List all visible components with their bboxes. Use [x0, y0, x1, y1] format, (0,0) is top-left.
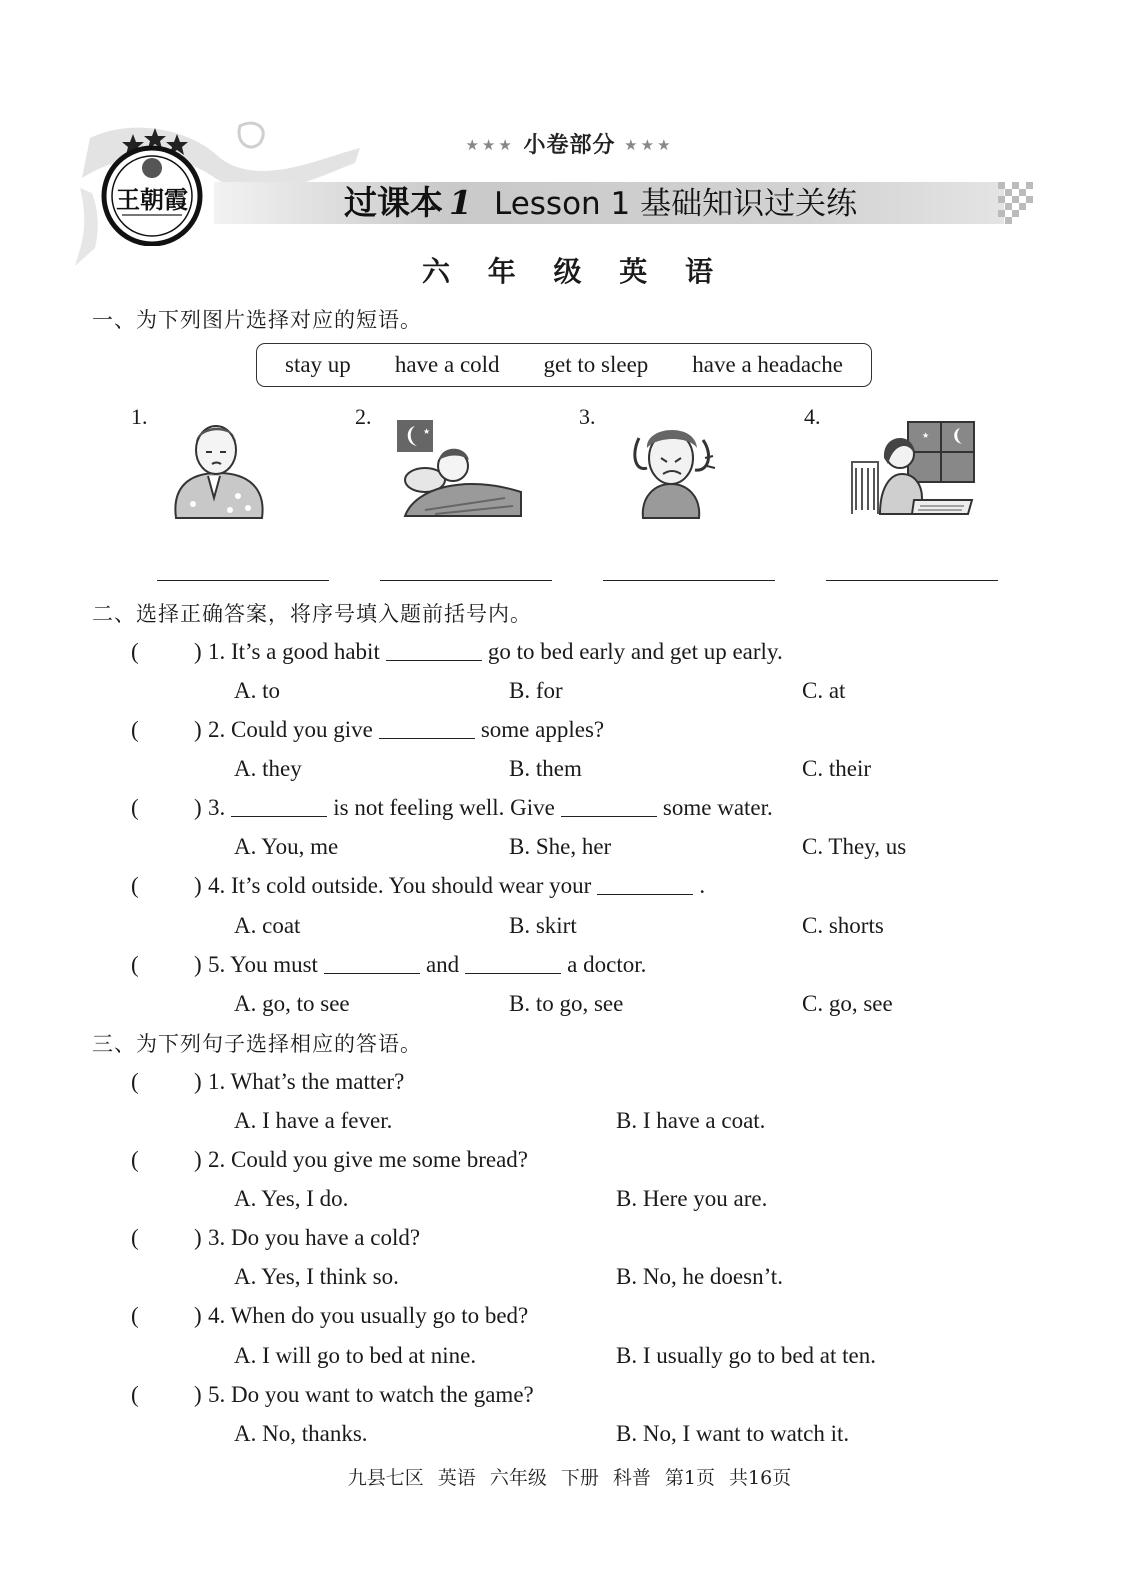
bracket-close: ) [194, 1069, 202, 1094]
question-part: When do you usually go to bed? [230, 1303, 529, 1328]
question-part: a doctor. [567, 952, 647, 977]
question-number: 5. [208, 1382, 226, 1407]
picture-number: 2. [355, 404, 372, 429]
question-part: Could you give me some bread? [231, 1147, 529, 1172]
option-a: A. they [234, 756, 302, 781]
title-number: 1 [449, 183, 472, 222]
question-text [208, 1144, 528, 1176]
option-c: C. at [802, 678, 846, 703]
option-b: B. She, her [509, 834, 612, 859]
answer-bracket[interactable]: ( [131, 1382, 139, 1407]
title-lesson: Lesson 1 基础知识过关练 [493, 186, 858, 222]
answer-bracket[interactable]: ( [131, 873, 139, 898]
picture-number: 1. [131, 404, 148, 429]
option-b: B. I usually go to bed at ten. [616, 1343, 876, 1368]
option-b: B. I have a coat. [616, 1108, 766, 1133]
question-part: What’s the matter? [230, 1069, 405, 1094]
stars-left-icon: ★★★ [465, 136, 515, 154]
checker-pattern-icon [998, 182, 1038, 224]
question-text [208, 949, 646, 981]
bracket-close: ) [194, 1303, 202, 1328]
question-text [208, 792, 773, 824]
option-c: C. go, see [802, 991, 893, 1016]
answer-line[interactable] [603, 580, 775, 581]
option-b: B. to go, see [509, 991, 624, 1016]
blank[interactable] [465, 951, 561, 974]
option-a: A. go, to see [234, 991, 350, 1016]
answer-bracket[interactable]: ( [131, 795, 139, 820]
blank[interactable] [231, 794, 327, 817]
section3-heading: 三、为下列句子选择相应的答语。 [92, 1032, 422, 1056]
question-part: Do you have a cold? [231, 1225, 421, 1250]
question-part: is not feeling well. Give [333, 795, 555, 820]
bracket-close: ) [194, 952, 202, 977]
question-part: and [425, 952, 460, 977]
answer-bracket[interactable]: ( [131, 1303, 139, 1328]
answer-bracket[interactable]: ( [131, 1069, 139, 1094]
question-part: It’s cold outside. You should wear your [231, 873, 592, 898]
phrase-item: stay up [285, 352, 351, 377]
option-b: B. No, he doesn’t. [616, 1264, 783, 1289]
option-b: B. No, I want to watch it. [616, 1421, 850, 1446]
question-text [208, 1300, 528, 1332]
answer-bracket[interactable]: ( [131, 952, 139, 977]
answer-bracket[interactable]: ( [131, 1225, 139, 1250]
option-a: A. You, me [234, 834, 339, 859]
option-b: B. them [509, 756, 582, 781]
picture-number: 3. [579, 404, 596, 429]
word-bank [256, 343, 872, 387]
answer-bracket[interactable]: ( [131, 1147, 139, 1172]
sick-person-icon [168, 418, 268, 524]
question-number: 1. [208, 639, 226, 664]
phrase-item: get to sleep [543, 352, 649, 377]
option-a: A. Yes, I think so. [234, 1264, 399, 1289]
bracket-close: ) [194, 1147, 202, 1172]
question-number: 2. [208, 1147, 226, 1172]
option-c: C. shorts [802, 913, 884, 938]
bracket-close: ) [194, 639, 202, 664]
question-number: 1. [208, 1069, 226, 1094]
question-number: 2. [208, 717, 226, 742]
question-number: 4. [208, 873, 226, 898]
option-a: A. coat [234, 913, 301, 938]
question-text [208, 1379, 534, 1411]
question-part: go to bed early and get up early. [487, 639, 783, 664]
bracket-close: ) [194, 717, 202, 742]
question-text [208, 714, 604, 746]
phrase-item: have a cold [394, 352, 500, 377]
option-b: B. Here you are. [616, 1186, 768, 1211]
option-a: A. to [234, 678, 280, 703]
question-part: It’s a good habit [231, 639, 380, 664]
blank[interactable] [597, 872, 693, 895]
option-a: A. Yes, I do. [234, 1186, 349, 1211]
question-part: Do you want to watch the game? [231, 1382, 534, 1407]
question-number: 3. [208, 795, 226, 820]
question-part: some water. [662, 795, 773, 820]
question-part: Could you give [231, 717, 373, 742]
section2-heading: 二、选择正确答案，将序号填入题前括号内。 [92, 602, 532, 626]
section1-heading: 一、为下列图片选择对应的短语。 [92, 308, 422, 332]
series-text: 小卷部分 [523, 133, 616, 158]
bracket-close: ) [194, 1225, 202, 1250]
blank[interactable] [379, 716, 475, 739]
blank[interactable] [324, 951, 420, 974]
option-a: A. I have a fever. [234, 1108, 393, 1133]
question-number: 4. [208, 1303, 226, 1328]
answer-line[interactable] [380, 580, 552, 581]
bracket-close: ) [194, 795, 202, 820]
question-number: 3. [208, 1225, 226, 1250]
page-title [344, 180, 857, 226]
picture-number: 4. [804, 404, 821, 429]
series-label [0, 128, 1139, 159]
svg-text:★: ★ [922, 431, 930, 440]
question-number: 5. [208, 952, 226, 977]
headache-person-icon [625, 418, 717, 520]
option-c: C. They, us [802, 834, 907, 859]
answer-line[interactable] [157, 580, 329, 581]
title-main: 过课本 [344, 183, 443, 222]
option-a: A. No, thanks. [234, 1421, 368, 1446]
option-b: B. for [509, 678, 563, 703]
bracket-close: ) [194, 873, 202, 898]
answer-line[interactable] [826, 580, 998, 581]
question-part: . [699, 873, 706, 898]
blank[interactable] [386, 638, 482, 661]
question-text [208, 870, 705, 902]
phrase-item: have a headache [692, 352, 843, 377]
blank[interactable] [561, 794, 657, 817]
question-text [208, 1066, 404, 1098]
answer-bracket[interactable]: ( [131, 639, 139, 664]
girl-staying-up-icon [848, 418, 978, 518]
answer-bracket[interactable]: ( [131, 717, 139, 742]
sleeping-child-icon [395, 418, 525, 518]
question-text [208, 636, 783, 668]
question-part: some apples? [480, 717, 605, 742]
svg-text:王朝霞: 王朝霞 [116, 185, 188, 214]
svg-text:★: ★ [423, 427, 431, 436]
page-subtitle: 六 年 级 英 语 [422, 255, 727, 288]
stars-right-icon: ★★★ [624, 136, 674, 154]
page-footer: 九县七区 英语 六年级 下册 科普 第1页 共16页 [347, 1467, 792, 1489]
option-b: B. skirt [509, 913, 577, 938]
option-a: A. I will go to bed at nine. [234, 1343, 477, 1368]
bracket-close: ) [194, 1382, 202, 1407]
option-c: C. their [802, 756, 871, 781]
question-part: You must [230, 952, 318, 977]
question-text [208, 1222, 420, 1254]
